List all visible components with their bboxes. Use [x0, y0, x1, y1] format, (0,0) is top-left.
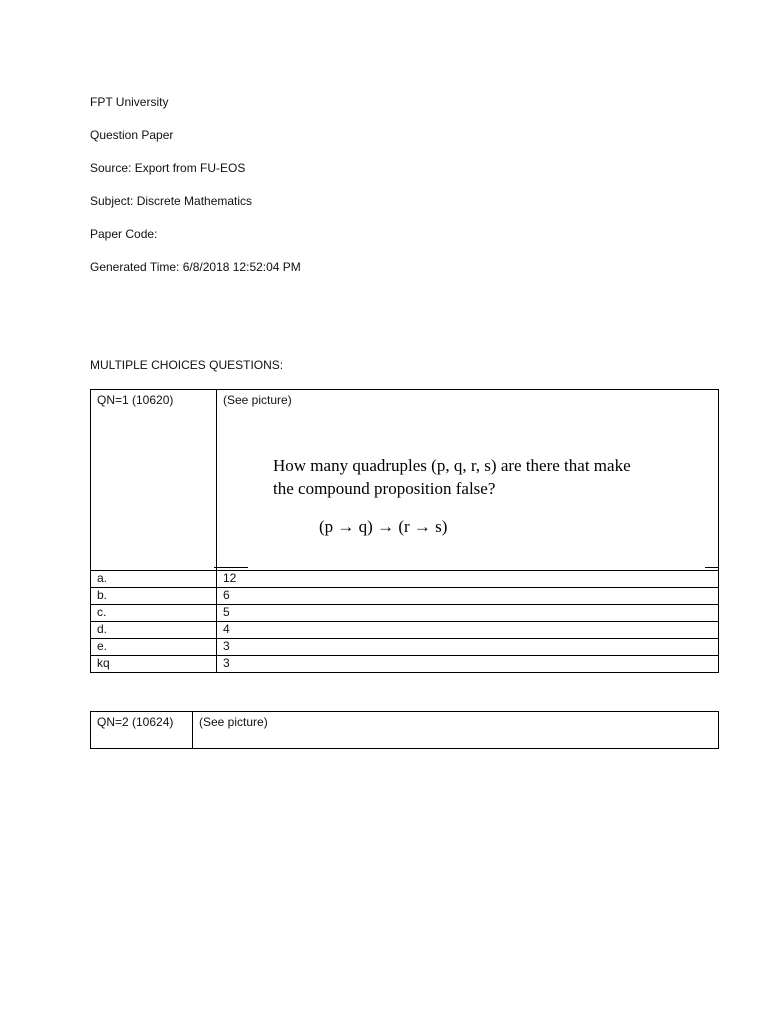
option-label: b. — [91, 588, 217, 605]
answer-row — [91, 656, 719, 673]
question-picture — [223, 392, 718, 570]
picture-crop-mark-right — [705, 567, 719, 568]
option-row — [91, 571, 719, 588]
option-label: a. — [91, 571, 217, 588]
option-value: 3 — [217, 639, 719, 656]
question-number: QN=2 (10624) — [91, 712, 193, 749]
option-value: 4 — [217, 622, 719, 639]
option-row — [91, 639, 719, 656]
picture-caption: (See picture) — [223, 393, 292, 407]
picture-question-line-1: How many quadruples (p, q, r, s) are there that make — [273, 456, 631, 475]
subject-line: Subject: Discrete Mathematics — [90, 194, 253, 208]
picture-question-line-2: the compound proposition false? — [273, 479, 496, 498]
option-label: e. — [91, 639, 217, 656]
option-row — [91, 588, 719, 605]
generated-time-line: Generated Time: 6/8/2018 12:52:04 PM — [90, 260, 301, 274]
section-title: MULTIPLE CHOICES QUESTIONS: — [90, 358, 284, 372]
option-value: 5 — [217, 605, 719, 622]
question-row — [91, 712, 719, 749]
document-type: Question Paper — [90, 128, 174, 142]
paper-code-line: Paper Code: — [90, 227, 158, 241]
option-label: c. — [91, 605, 217, 622]
option-value: 6 — [217, 588, 719, 605]
question-1-table — [90, 389, 719, 673]
picture-crop-mark-left — [214, 567, 248, 568]
answer-label: kq — [91, 656, 217, 673]
answer-value: 3 — [217, 656, 719, 673]
option-label: d. — [91, 622, 217, 639]
picture-question-text — [273, 454, 631, 500]
picture-caption: (See picture) — [193, 712, 719, 749]
question-number: QN=1 (10620) — [91, 390, 217, 571]
university-name: FPT University — [90, 95, 169, 109]
question-2-table — [90, 711, 719, 749]
option-row — [91, 622, 719, 639]
option-value: 12 — [217, 571, 719, 588]
source-line: Source: Export from FU-EOS — [90, 161, 246, 175]
question-row — [91, 390, 719, 571]
question-content — [217, 390, 719, 571]
picture-formula: (p → q) → (r → s) — [319, 517, 448, 536]
option-row — [91, 605, 719, 622]
